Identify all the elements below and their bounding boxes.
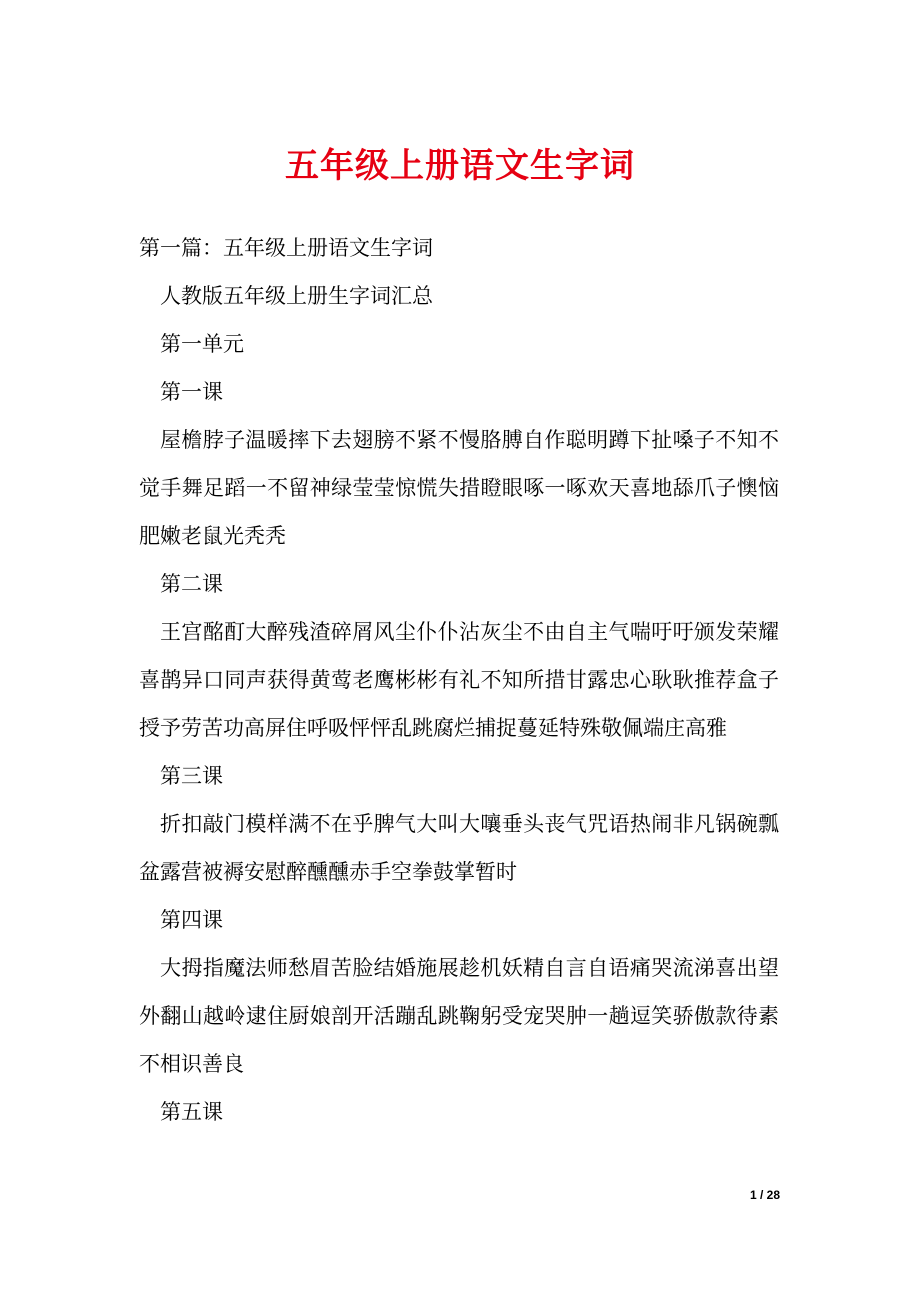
- lesson-heading: 第四课: [160, 908, 223, 932]
- section-heading: 第一篇：五年级上册语文生字词: [139, 236, 433, 260]
- lesson-heading: 第三课: [160, 764, 223, 788]
- document-title: 五年级上册语文生字词: [285, 146, 635, 186]
- vocabulary-paragraph: 王宫酩酊大醉残渣碎屑风尘仆仆沾灰尘不由自主气喘吁吁颁发荣耀喜鹊异口同声获得黄莺老鹰彬彬有礼不知所措甘露忠心耿耿推荐盒子授予劳苦功高屏住呼吸怦怦乱跳腐烂捕捉蔓延特殊敬佩端庄高雅: [139, 620, 779, 740]
- page-number: 1 / 28: [749, 1188, 780, 1202]
- vocabulary-paragraph: 大拇指魔法师愁眉苦脸结婚施展趁机妖精自言自语痛哭流涕喜出望外翻山越岭逮住厨娘剖开活蹦乱跳鞠躬受宠哭肿一趟逗笑骄傲款待素不相识善良: [139, 956, 779, 1076]
- lesson-heading: 第五课: [160, 1100, 223, 1124]
- unit-heading: 第一单元: [160, 332, 244, 356]
- vocabulary-paragraph: 屋檐脖子温暖摔下去翅膀不紧不慢胳膊自作聪明蹲下扯嗓子不知不觉手舞足蹈一不留神绿莹莹惊慌失措瞪眼啄一啄欢天喜地舔爪子懊恼肥嫩老鼠光秃秃: [139, 428, 779, 548]
- document-body: [139, 224, 779, 1136]
- lesson-heading: 第一课: [160, 380, 223, 404]
- lesson-heading: 第二课: [160, 572, 223, 596]
- subtitle: 人教版五年级上册生字词汇总: [160, 284, 433, 308]
- vocabulary-paragraph: 折扣敲门模样满不在乎脾气大叫大嚷垂头丧气咒语热闹非凡锅碗瓢盆露营被褥安慰醉醺醺赤手空拳鼓掌暂时: [139, 812, 779, 884]
